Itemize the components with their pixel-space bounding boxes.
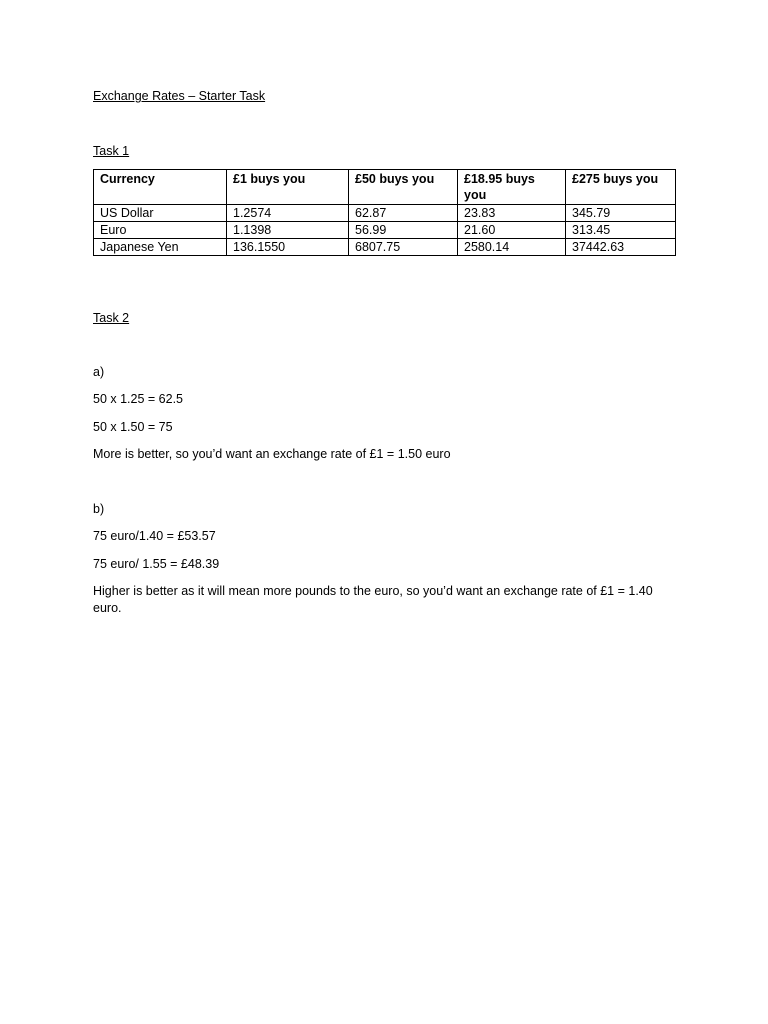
part-a-label: a) [93,365,105,379]
cell-1-pound: 136.1550 [227,239,349,256]
cell-50-pounds: 6807.75 [349,239,458,256]
cell-18-95-pounds: 23.83 [458,205,566,222]
table-row [94,205,676,222]
cell-275-pounds: 313.45 [566,222,676,239]
header-275-pounds: £275 buys you [566,170,676,205]
part-b-label: b) [93,502,105,516]
table-header-row [94,170,676,205]
cell-1-pound: 1.2574 [227,205,349,222]
header-currency: Currency [94,170,227,205]
header-18-95-pounds: £18.95 buys you [458,170,566,205]
cell-currency: US Dollar [94,205,227,222]
table-row [94,222,676,239]
header-50-pounds: £50 buys you [349,170,458,205]
part-a-conclusion: More is better, so you’d want an exchange rate of £1 = 1.50 euro [93,447,451,461]
exchange-rate-table [93,169,676,256]
part-b-line-1: 75 euro/1.40 = £53.57 [93,529,216,543]
cell-1-pound: 1.1398 [227,222,349,239]
part-a-line-1: 50 x 1.25 = 62.5 [93,392,184,406]
cell-currency: Euro [94,222,227,239]
table-row [94,239,676,256]
task1-heading: Task 1 [93,144,130,158]
cell-275-pounds: 345.79 [566,205,676,222]
part-b-line-2: 75 euro/ 1.55 = £48.39 [93,557,220,571]
cell-18-95-pounds: 2580.14 [458,239,566,256]
part-b-conclusion: Higher is better as it will mean more pounds to the euro, so you’d want an exchange rate of £1 = 1.40 euro. [93,584,653,615]
cell-50-pounds: 62.87 [349,205,458,222]
cell-50-pounds: 56.99 [349,222,458,239]
document-title: Exchange Rates – Starter Task [93,89,266,103]
task2-heading: Task 2 [93,311,130,325]
cell-18-95-pounds: 21.60 [458,222,566,239]
cell-currency: Japanese Yen [94,239,227,256]
part-a-line-2: 50 x 1.50 = 75 [93,420,173,434]
header-1-pound: £1 buys you [227,170,349,205]
cell-275-pounds: 37442.63 [566,239,676,256]
